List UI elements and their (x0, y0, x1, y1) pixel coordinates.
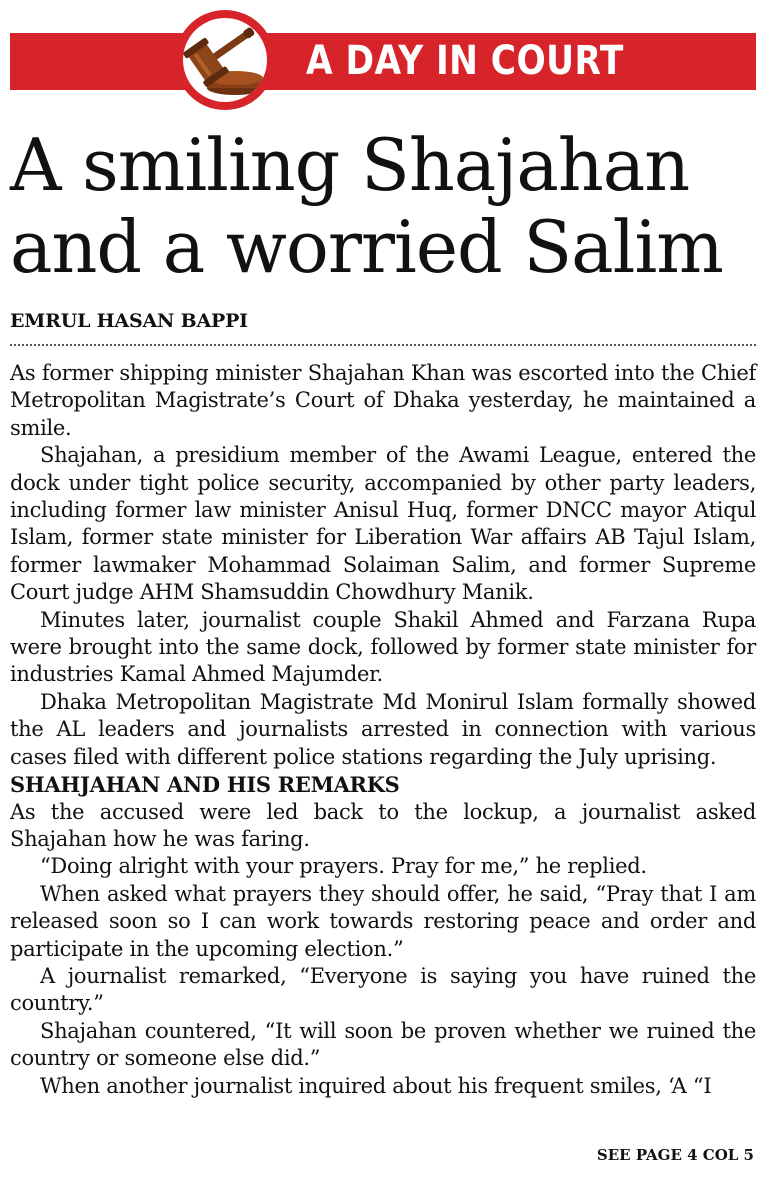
article-body (10, 360, 756, 1100)
paragraph: “Doing alright with your prayers. Pray for me,” he replied. (40, 854, 647, 879)
byline-divider (10, 344, 756, 346)
section-badge (175, 10, 275, 110)
paragraph: Minutes later, journalist couple Shakil Ahmed and Farzana Rupa were brought into the same dock, followed by former state minister for industries Kamal Ahmed Majumder. (10, 607, 756, 687)
byline: EMRUL HASAN BAPPI (10, 310, 248, 332)
paragraph: Shajahan countered, “It will soon be proven whether we ruined the country or someone else did.” (10, 1018, 756, 1071)
paragraph: As former shipping minister Shajahan Khan was escorted into the Chief Metropolitan Magistrate’s Court of Dhaka yesterday, he maintained a smile. (10, 361, 756, 440)
headline (10, 124, 753, 288)
paragraph: When another journalist inquired about his frequent smiles, ‘A “I (40, 1073, 712, 1098)
continuation-line[interactable]: SEE PAGE 4 COL 5 (596, 1146, 754, 1164)
headline-line-1: A smiling Shajahan (10, 123, 690, 207)
paragraph: A journalist remarked, “Everyone is saying you have ruined the country.” (10, 963, 756, 1016)
paragraph: Dhaka Metropolitan Magistrate Md Monirul Islam formally showed the AL leaders and journalists arrested in connection with various cases filed with different police stations regarding the July uprising. (10, 689, 756, 769)
subhead: SHAHJAHAN AND HIS REMARKS (10, 772, 400, 798)
paragraph: As the accused were led back to the lockup, a journalist asked Shajahan how he was faring. (10, 799, 756, 851)
headline-line-2: and a worried Salim (10, 205, 723, 289)
section-label: A DAY IN COURT (306, 38, 624, 84)
badge-inner (183, 18, 267, 102)
gavel-icon (183, 18, 267, 102)
section-banner (10, 33, 756, 90)
paragraph: When asked what prayers they should offer, he said, “Pray that I am released soon so I can work towards restoring peace and order and participate in the upcoming election.” (10, 881, 756, 961)
paragraph: Shajahan, a presidium member of the Awami League, entered the dock under tight police security, accompanied by other party leaders, including former law minister Anisul Huq, former DNCC mayor Atiqul Islam, former state minister for Liberation War affairs AB Tajul Islam, former lawmaker Mohammad Solaiman Salim, and former Supreme Court judge AHM Shamsuddin Chowdhury Manik. (10, 443, 756, 605)
